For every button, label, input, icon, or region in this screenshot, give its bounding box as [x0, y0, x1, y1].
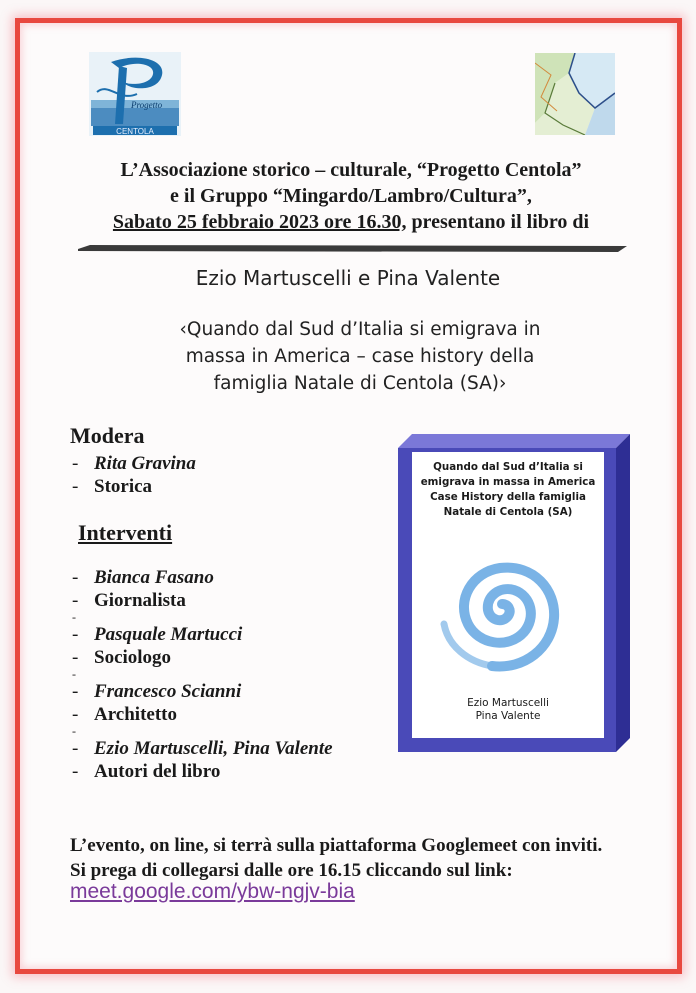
book-subtitle	[100, 316, 620, 397]
modera-heading: Modera	[70, 423, 145, 448]
list-item: - Rita Gravina	[72, 453, 196, 474]
speaker-name: Pasquale Martucci	[94, 624, 243, 645]
interventi-list: - Bianca Fasano - Giornalista - - Pasquale Martucci - Sociologo - - Francesco Scianni - Architetto - - Ezio Martuscelli, Pina Valente - Autori del libro	[72, 567, 333, 782]
footer-line-1: L’evento, on line, si terrà sulla piattaforma Googlemeet con inviti.	[70, 835, 603, 856]
speaker-name: Ezio Martuscelli, Pina Valente	[94, 738, 333, 759]
header-line-2: e il Gruppo “Mingardo/Lambro/Cultura”,	[170, 185, 532, 207]
speaker-name: Bianca Fasano	[94, 567, 214, 588]
list-item: - Autori del libro	[72, 761, 221, 782]
event-header	[70, 157, 632, 235]
subtitle-line-1: ‹Quando dal Sud d’Italia si emigrava in	[179, 319, 541, 340]
footer-line-2: Si prega di collegarsi dalle ore 16.15 cliccando sul link:	[70, 860, 513, 881]
speaker-role: Giornalista	[94, 590, 186, 611]
list-item: - Sociologo	[72, 647, 172, 668]
book-title-line: Case History della famiglia	[430, 491, 586, 503]
book-title-line: Natale di Centola (SA)	[443, 506, 573, 518]
header-line-3-rest: presentano il libro di	[406, 211, 590, 233]
list-item: - Storica	[72, 476, 153, 497]
meet-link[interactable]: meet.google.com/ybw-ngjv-bia	[70, 880, 355, 903]
speaker-name: Francesco Scianni	[94, 681, 242, 702]
interventi-heading: Interventi	[78, 520, 173, 545]
logo-text-progetto: Progetto	[131, 100, 163, 110]
subtitle-line-2: massa in America – case history della	[185, 346, 535, 367]
list-item: - Giornalista	[72, 590, 186, 611]
list-item: - Architetto	[72, 704, 178, 725]
subtitle-line-3: famiglia Natale di Centola (SA)›	[213, 373, 507, 394]
map-logo	[535, 53, 615, 135]
decorative-rule	[78, 243, 627, 253]
header-line-3	[70, 209, 632, 235]
event-footer	[70, 833, 670, 883]
book-cover-authors	[418, 697, 598, 723]
speaker-role: Autori del libro	[94, 761, 221, 782]
list-item: - Francesco Scianni	[72, 681, 242, 702]
list-item: - Pasquale Martucci	[72, 624, 243, 645]
book-title-line: Quando dal Sud d’Italia si	[433, 461, 583, 473]
book-cover-title	[418, 460, 598, 520]
logo-text-centola: CENTOLA	[116, 127, 154, 136]
moderator-role: Storica	[94, 476, 153, 497]
header-line-1: L’Associazione storico – culturale, “Progetto Centola”	[120, 159, 582, 181]
progetto-centola-logo	[89, 52, 181, 136]
book-title-line: emigrava in massa in America	[420, 476, 596, 488]
moderator-name: Rita Gravina	[94, 453, 196, 474]
book-authors-heading: Ezio Martuscelli e Pina Valente	[195, 266, 501, 290]
event-date: Sabato 25 febbraio 2023 ore 16.30,	[112, 211, 407, 233]
list-item: - Ezio Martuscelli, Pina Valente	[72, 738, 333, 759]
book-author-line: Pina Valente	[475, 710, 541, 722]
book-author-line: Ezio Martuscelli	[467, 697, 549, 709]
speaker-role: Sociologo	[94, 647, 172, 668]
speaker-role: Architetto	[94, 704, 178, 725]
list-item: - Bianca Fasano	[72, 567, 214, 588]
modera-list	[72, 452, 196, 498]
